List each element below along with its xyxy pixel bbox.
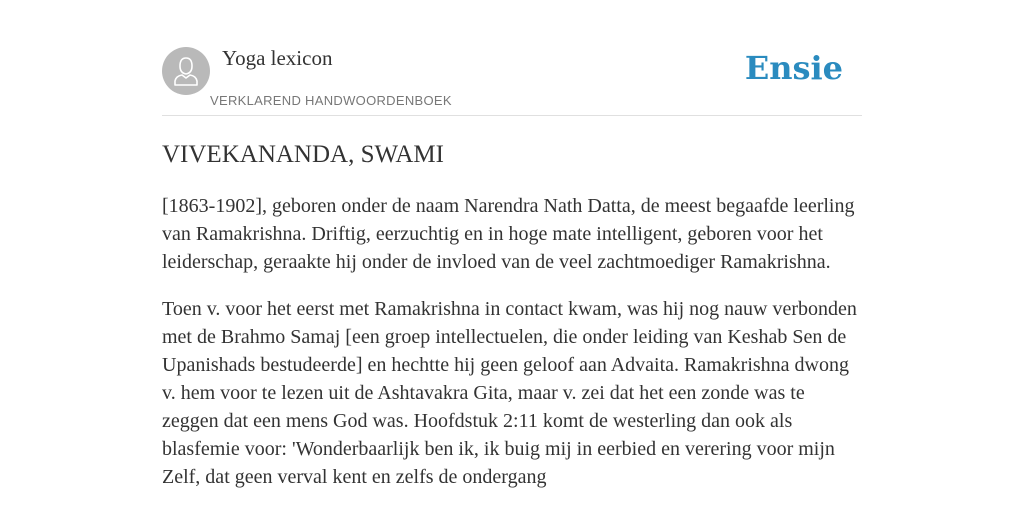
page	[162, 0, 862, 488]
avatar[interactable]	[162, 47, 210, 95]
entry-paragraph: [1863-1902], geboren onder de naam Narendra Nath Datta, de meest begaafde leerling van Ramakrishna. Driftig, eerzuchtig en in hoge mate intelligent, geboren voor het leiderschap, geraakte hij onder de invloed van de veel zachtmoediger Ramakrishna.	[162, 195, 855, 273]
header	[162, 0, 862, 116]
book-title[interactable]: Yoga lexicon	[222, 46, 333, 70]
entry-paragraph: Toen v. voor het eerst met Ramakrishna in contact kwam, was hij nog nauw verbonden met de Brahmo Samaj [een groep intellectuelen, die onder leiding van Keshab Sen de Upanishads bestudeerde] en hechtte hij geen geloof aan Advaita. Ramakrishna dwong v. hem voor te lezen uit de Ashtavakra Gita, maar v. zei dat het een zonde was te zeggen dat een mens God was. Hoofdstuk 2:11 komt de westerling dan ook als blasfemie voor: 'Wonderbaarlijk ben ik, ik buig mij in eerbied en verering voor mijn Zelf, dat geen verval kent en zelfs de ondergang	[162, 298, 857, 488]
user-icon	[162, 47, 210, 95]
book-subtitle: VERKLAREND HANDWOORDENBOEK	[210, 93, 452, 108]
entry-title: VIVEKANANDA, SWAMI	[162, 141, 444, 168]
entry-body	[162, 192, 862, 510]
brand-logo[interactable]: Ensie	[744, 49, 843, 87]
